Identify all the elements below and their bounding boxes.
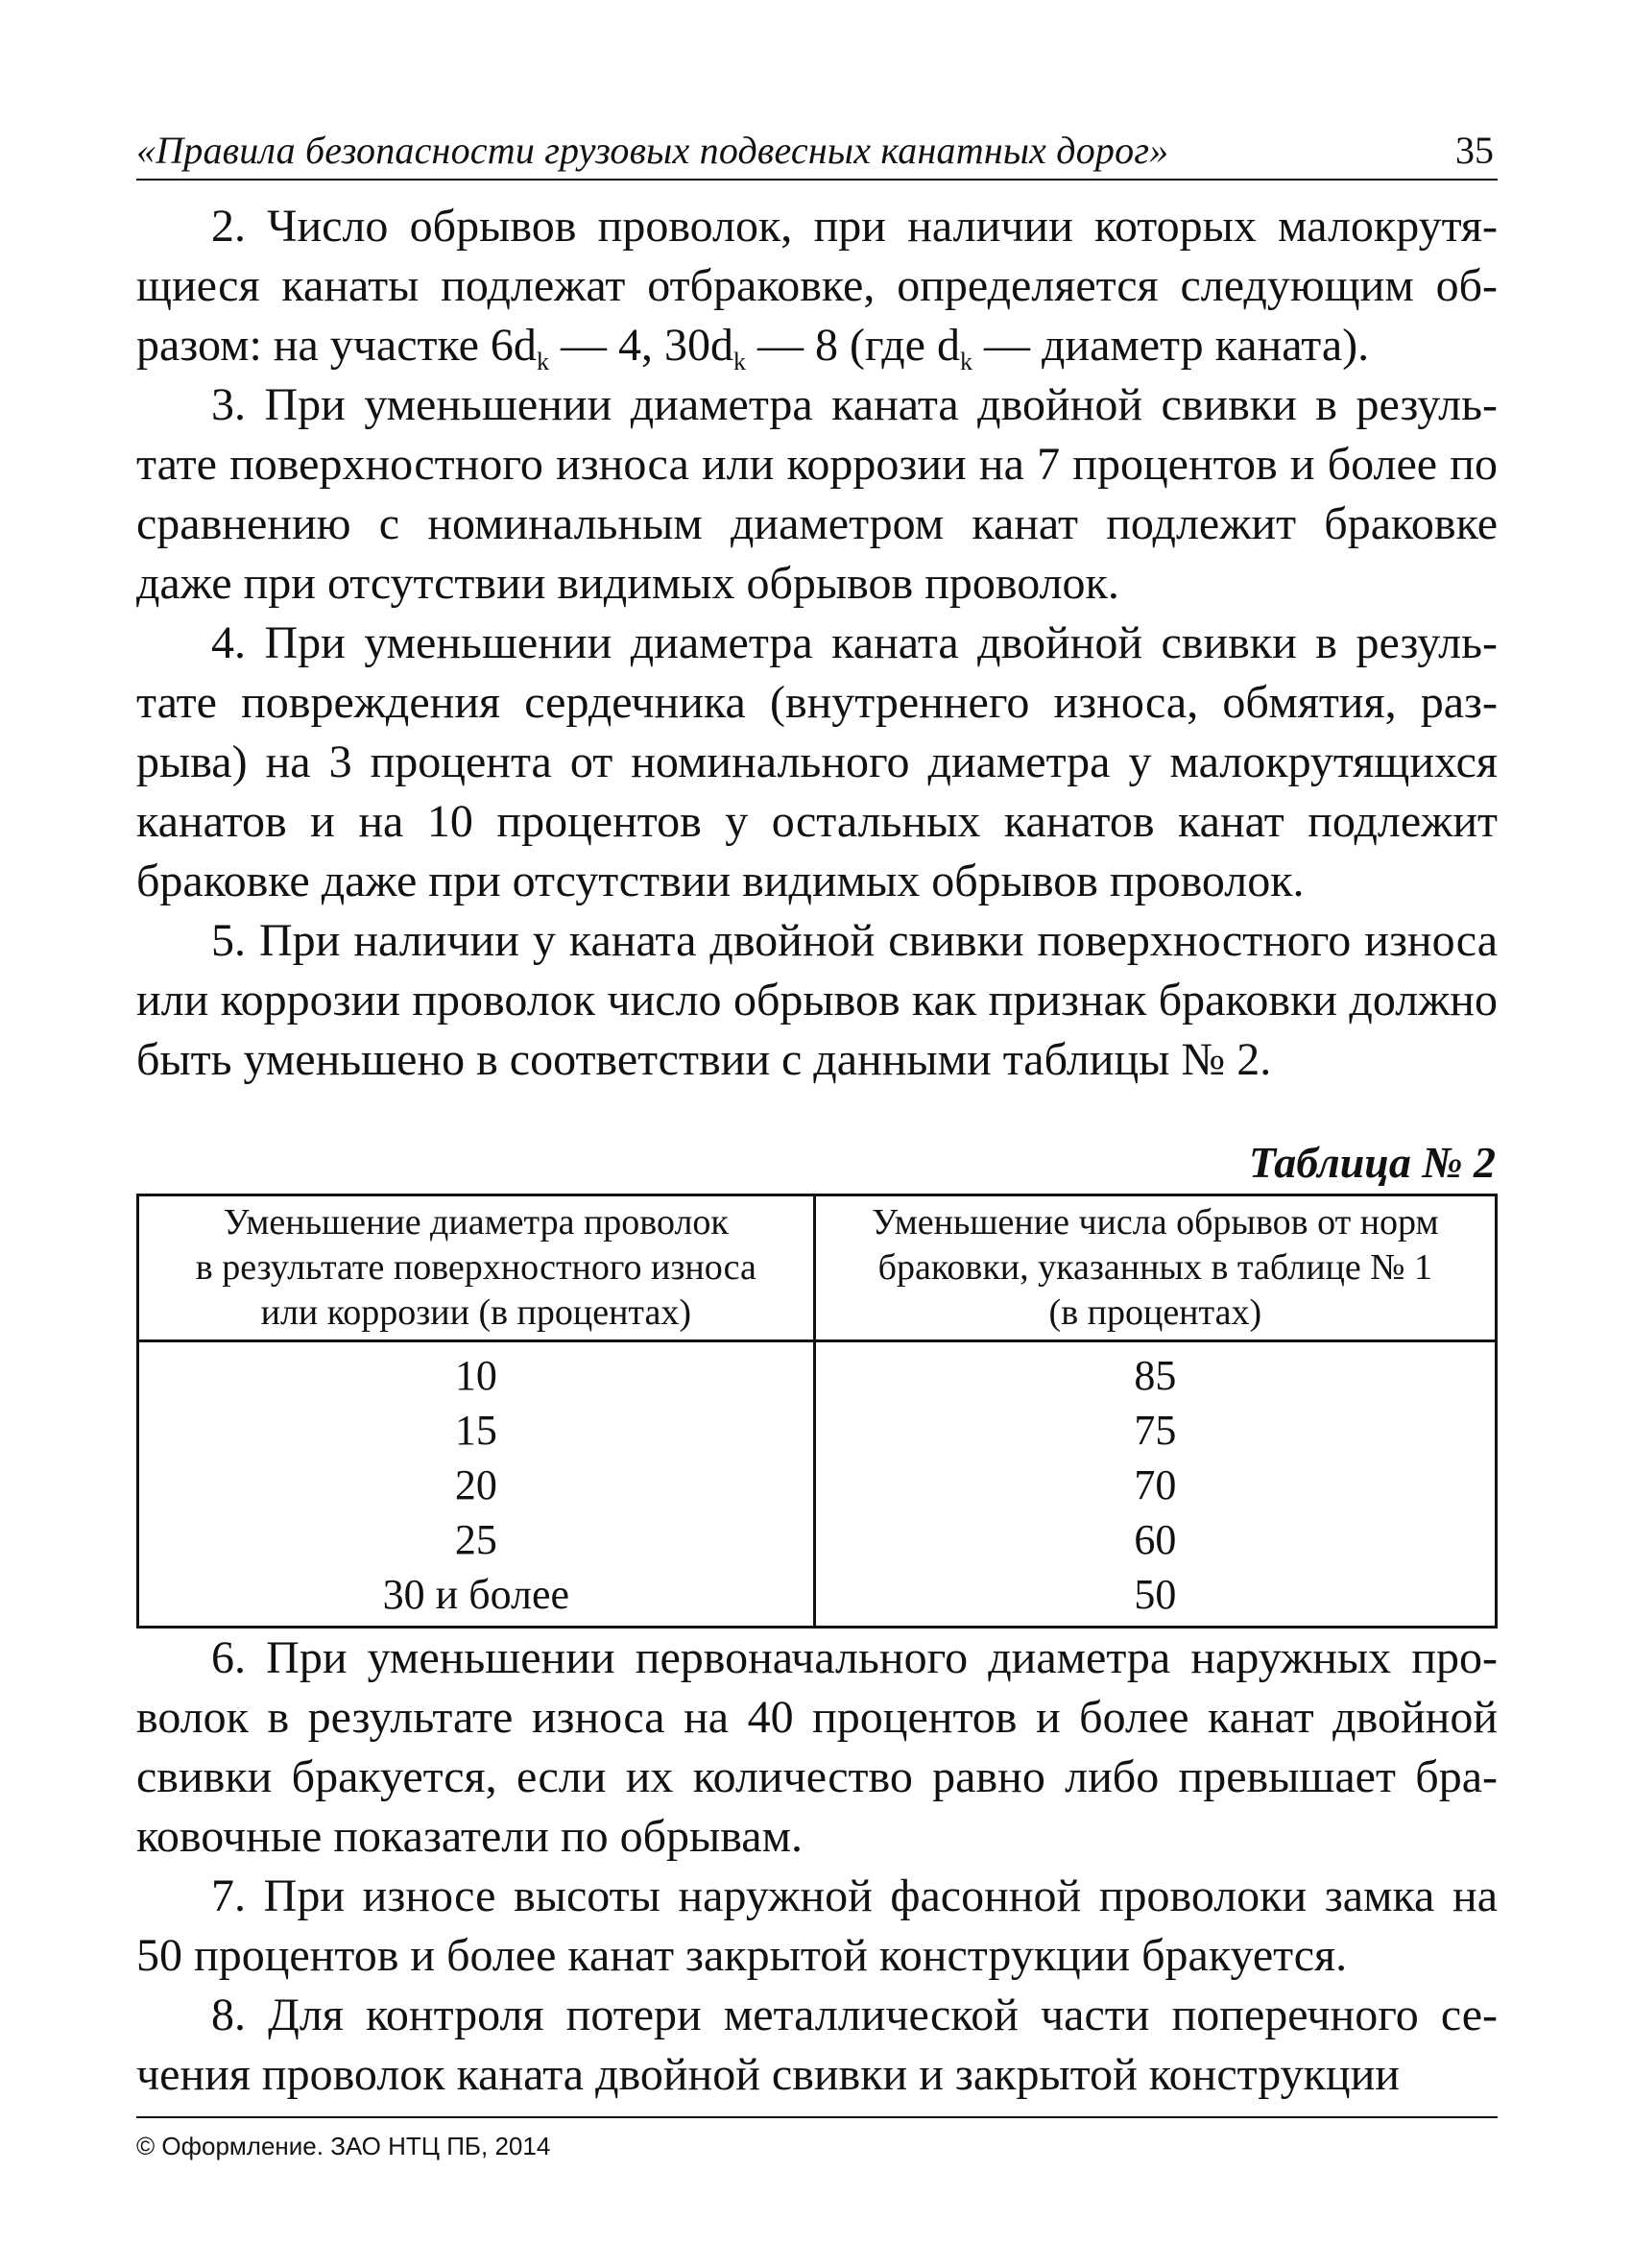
paragraph-5: 5. При наличии у каната двойной свивки поверхностного износа или коррозии проволок число обрывов как признак браковки должно быть уменьшено в соответствии с данными таблицы № 2. [136, 915, 1498, 1085]
table-cell: 30 и более [138, 1567, 815, 1628]
paragraph-7: 7. При износе высоты наружной фасонной проволоки замка на 50 процентов и более канат закрытой конструкции бракуется. [136, 1870, 1498, 1981]
table-cell: 60 [814, 1512, 1496, 1567]
table-row [138, 1567, 1497, 1628]
page-number: 35 [1455, 129, 1494, 172]
table-row [138, 1403, 1497, 1458]
table-cell: 85 [814, 1341, 1496, 1404]
table-cell: 10 [138, 1341, 815, 1404]
paragraph-6: 6. При уменьшении первоначального диаметра наружных проволок в результате износа на 40 процентов и более канат двойной свивки бракуется, если их количество равно либо превышает браковочные показатели по обрывам. [136, 1632, 1498, 1862]
table-header-diameter: Уменьшение диаметра проволок в результате поверхностного износа или коррозии (в процентах) [138, 1195, 815, 1341]
table-row [138, 1512, 1497, 1567]
table-cell: 75 [814, 1403, 1496, 1458]
wear-table [136, 1194, 1498, 1629]
page-body [136, 197, 1498, 2105]
paragraph-2: 2. Число обрывов проволок, при наличии которых малокрутящиеся канаты подлежат отбраковке, определяется следующим образом: на участке $6d_k$ — 4, $30d_k$ — 8 (где $d_k$ — диаметр каната). [136, 201, 1498, 375]
table-cell: 15 [138, 1403, 815, 1458]
table-header-breaks: Уменьшение числа обрывов от норм браковки, указанных в таблице № 1 (в процентах) [814, 1195, 1496, 1341]
table-cell: 70 [814, 1458, 1496, 1512]
running-title: «Правила безопасности грузовых подвесных канатных дорог» [136, 129, 1169, 172]
paragraph-8: 8. Для контроля потери металлической части поперечного сечения проволок каната двойной свивки и закрытой конструкции [136, 1990, 1498, 2100]
table-cell: 50 [814, 1567, 1496, 1628]
page-footer: © Оформление. ЗАО НТЦ ПБ, 2014 [136, 2116, 1498, 2161]
table-cell: 20 [138, 1458, 815, 1512]
table-caption: Таблица № 2 [1248, 1138, 1496, 1187]
table-row [138, 1341, 1497, 1404]
table-row [138, 1458, 1497, 1512]
page-header [136, 123, 1498, 181]
table-cell: 25 [138, 1512, 815, 1567]
paragraph-4: 4. При уменьшении диаметра каната двойной свивки в результате повреждения сердечника (внутреннего износа, обмятия, разрыва) на 3 процента от номинального диаметра у малокрутящихся канатов и на 10 процентов у остальных канатов канат подлежит браковке даже при отсутствии видимых обрывов проволок. [136, 617, 1498, 906]
paragraph-3: 3. При уменьшении диаметра каната двойной свивки в результате поверхностного износа или коррозии на 7 процентов и более по сравнению с номинальным диаметром канат подлежит браковке даже при отсутствии видимых обрывов проволок. [136, 379, 1498, 609]
